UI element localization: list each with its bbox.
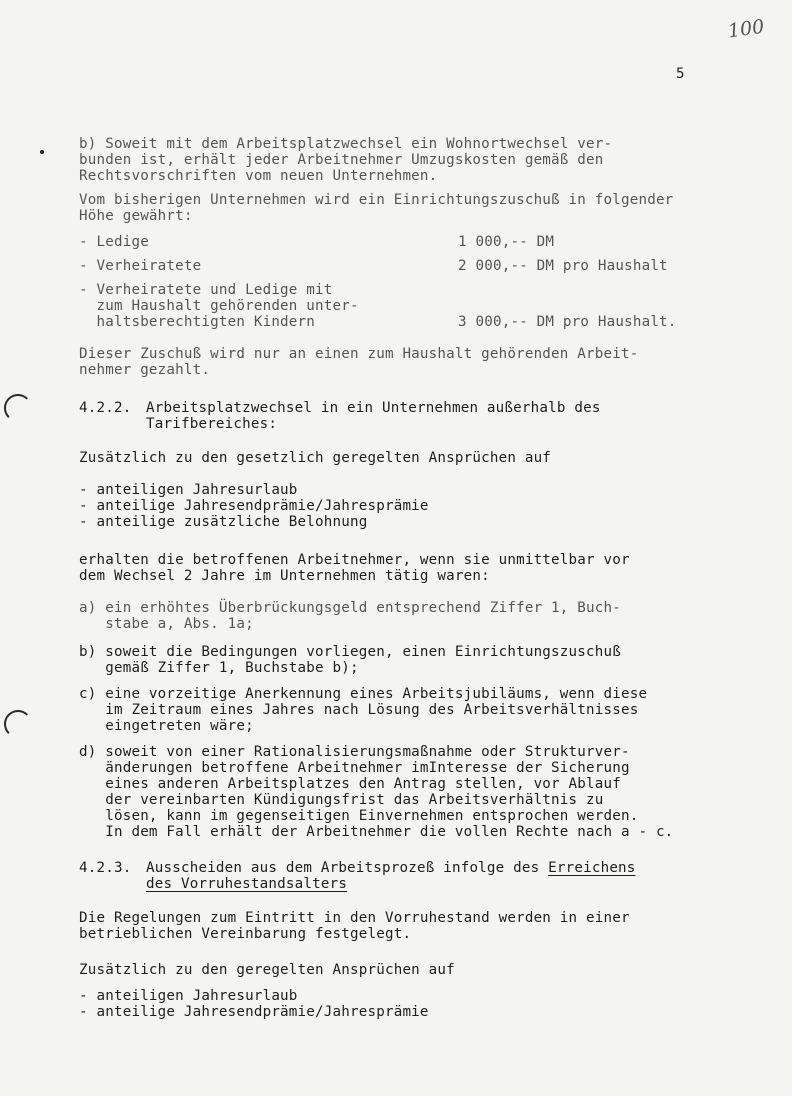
allowance-amount: 3 000,-- DM pro Haushalt.: [458, 314, 677, 330]
allowance-amount: 2 000,-- DM pro Haushalt: [458, 258, 668, 274]
allowance-label: - Ledige: [79, 234, 149, 250]
bullet-item: - anteiligen Jahresurlaub: [79, 482, 298, 498]
b-paragraph-line: b) Soweit mit dem Arbeitsplatzwechsel ein Wohnortwechsel ver-: [79, 136, 613, 152]
allowance-label: zum Haushalt gehörenden unter-: [79, 298, 359, 314]
b-paragraph-line: bunden ist, erhält jeder Arbeitnehmer Umzugskosten gemäß den: [79, 152, 604, 168]
vom-paragraph-line: Höhe gewährt:: [79, 208, 193, 224]
item-d-line: In dem Fall erhält der Arbeitnehmer die vollen Rechte nach a - c.: [79, 824, 674, 840]
item-c-line: im Zeitraum eines Jahres nach Lösung des Arbeitsverhältnisses: [79, 702, 639, 718]
allowance-label: haltsberechtigten Kindern: [79, 314, 316, 330]
section-title-underlined: Erreichens: [548, 860, 636, 876]
vom-paragraph-line: Vom bisherigen Unternehmen wird ein Einrichtungszuschuß in folgender: [79, 192, 674, 208]
body-line: betrieblichen Vereinbarung festgelegt.: [79, 926, 412, 942]
section-title-underlined: des Vorruhestandsalters: [146, 876, 348, 892]
item-c-line: c) eine vorzeitige Anerkennung eines Arbeitsjubiläums, wenn diese: [79, 686, 648, 702]
bullet-item: - anteilige zusätzliche Belohnung: [79, 514, 368, 530]
item-a-line: a) ein erhöhtes Überbrückungsgeld entsprechend Ziffer 1, Buch-: [79, 600, 621, 616]
intro-line: Zusätzlich zu den gesetzlich geregelten Ansprüchen auf: [79, 450, 552, 466]
page-number: 5: [676, 66, 685, 82]
section-title: [146, 860, 636, 876]
bullet-item: - anteilige Jahresendprämie/Jahresprämie: [79, 498, 429, 514]
section-title: Arbeitsplatzwechsel in ein Unternehmen außerhalb des: [146, 400, 601, 416]
item-b-line: b) soweit die Bedingungen vorliegen, einen Einrichtungszuschuß: [79, 644, 621, 660]
item-c-line: eingetreten wäre;: [79, 718, 254, 734]
item-d-line: der vereinbarten Kündigungsfrist das Arbeitsverhältnis zu: [79, 792, 604, 808]
item-d-line: eines anderen Arbeitsplatzes den Antrag stellen, vor Ablauf: [79, 776, 621, 792]
item-d-line: änderungen betroffene Arbeitnehmer imInteresse der Sicherung: [79, 760, 630, 776]
allowance-label: - Verheiratete: [79, 258, 202, 274]
margin-dot: [40, 150, 44, 154]
punch-hole-bottom: [4, 710, 32, 738]
section-title-part: Ausscheiden aus dem Arbeitsprozeß infolge des: [146, 860, 549, 876]
body-line: Die Regelungen zum Eintritt in den Vorruhestand werden in einer: [79, 910, 630, 926]
punch-hole-top: [4, 394, 32, 422]
bullet-item: - anteilige Jahresendprämie/Jahresprämie: [79, 1004, 429, 1020]
allowance-amount: 1 000,-- DM: [458, 234, 555, 250]
allowance-label: - Verheiratete und Ledige mit: [79, 282, 333, 298]
b-paragraph-line: Rechtsvorschriften vom neuen Unternehmen.: [79, 168, 438, 184]
condition-line: erhalten die betroffenen Arbeitnehmer, wenn sie unmittelbar vor: [79, 552, 630, 568]
condition-line: dem Wechsel 2 Jahre im Unternehmen tätig waren:: [79, 568, 490, 584]
zuschuss-line: Dieser Zuschuß wird nur an einen zum Haushalt gehörenden Arbeit-: [79, 346, 639, 362]
item-b-line: gemäß Ziffer 1, Buchstabe b);: [79, 660, 359, 676]
zuschuss-line: nehmer gezahlt.: [79, 362, 211, 378]
section-number: 4.2.2.: [79, 400, 132, 416]
section-title: Tarifbereiches:: [146, 416, 278, 432]
item-d-line: d) soweit von einer Rationalisierungsmaßnahme oder Strukturver-: [79, 744, 630, 760]
item-d-line: lösen, kann im gegenseitigen Einvernehmen entsprochen werden.: [79, 808, 639, 824]
item-a-line: stabe a, Abs. 1a;: [79, 616, 254, 632]
bullet-item: - anteiligen Jahresurlaub: [79, 988, 298, 1004]
handwritten-annotation: 100: [726, 15, 766, 43]
intro-line: Zusätzlich zu den geregelten Ansprüchen auf: [79, 962, 455, 978]
section-number: 4.2.3.: [79, 860, 132, 876]
